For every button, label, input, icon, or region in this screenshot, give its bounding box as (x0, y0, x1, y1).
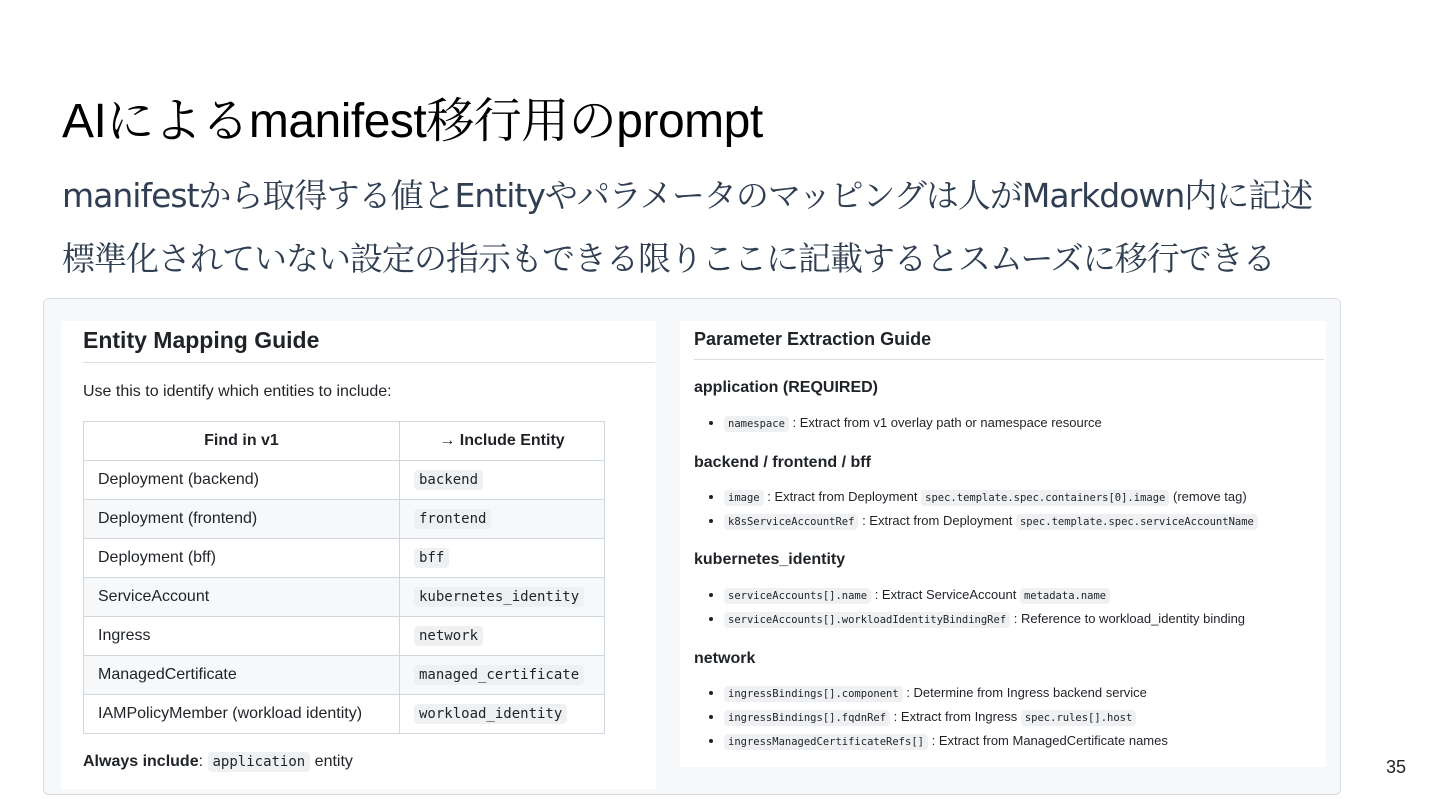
param-desc: : Extract from Ingress (893, 709, 1018, 724)
find-cell: ManagedCertificate (84, 656, 400, 695)
entity-cell (400, 461, 605, 500)
entity-cell (400, 695, 605, 734)
find-cell: Deployment (backend) (84, 461, 400, 500)
list-item (724, 485, 1258, 509)
network-param-list (694, 681, 1168, 753)
entity-cell (400, 539, 605, 578)
find-cell: Ingress (84, 617, 400, 656)
entity-mapping-table (83, 421, 605, 734)
page-number: 35 (1385, 757, 1406, 777)
param-desc: : Extract from Deployment (767, 489, 918, 504)
param-desc: : Determine from Ingress backend service (906, 685, 1147, 700)
entity-code: workload_identity (414, 704, 567, 724)
param-guide-heading: Parameter Extraction Guide (694, 329, 1324, 360)
table-row (84, 617, 605, 656)
always-include-label: Always include (83, 753, 199, 770)
param-code: serviceAccounts[].workloadIdentityBindingRef (724, 612, 1010, 628)
param-code: namespace (724, 416, 789, 432)
table-row (84, 461, 605, 500)
param-desc: : Extract from v1 overlay path or namespace resource (792, 415, 1102, 430)
table-row (84, 578, 605, 617)
slide-title: AIによるmanifest移行用のprompt (62, 95, 763, 148)
param-desc: : Reference to workload_identity binding (1013, 611, 1246, 626)
entity-cell (400, 578, 605, 617)
entity-code: managed_certificate (414, 665, 584, 685)
section-title-backend-frontend-bff: backend / frontend / bff (694, 454, 871, 471)
slide-subtitle-1: manifestから取得する値とEntityやパラメータのマッピングは人がMarkdown内に記述 (62, 176, 1313, 215)
column-header-find: Find in v1 (84, 422, 400, 461)
always-include-colon: : (198, 753, 204, 770)
always-include-code: application (208, 752, 311, 772)
param-code: ingressManagedCertificateRefs[] (724, 734, 928, 750)
application-param-list (694, 411, 1102, 435)
param-desc: : Extract from ManagedCertificate names (931, 733, 1168, 748)
entity-cell (400, 617, 605, 656)
parameter-extraction-card (680, 321, 1326, 767)
param-code-secondary: spec.template.spec.containers[0].image (921, 490, 1169, 506)
find-cell: Deployment (frontend) (84, 500, 400, 539)
section-title-application: application (REQUIRED) (694, 379, 879, 396)
table-row (84, 656, 605, 695)
find-cell: ServiceAccount (84, 578, 400, 617)
param-code: ingressBindings[].fqdnRef (724, 710, 890, 726)
entity-mapping-card (61, 321, 656, 789)
param-code-secondary: spec.rules[].host (1021, 710, 1136, 726)
list-item (724, 705, 1168, 729)
find-cell: IAMPolicyMember (workload identity) (84, 695, 400, 734)
list-item (724, 509, 1258, 533)
param-desc: : Extract from Deployment (862, 513, 1013, 528)
table-row (84, 695, 605, 734)
list-item (724, 607, 1245, 631)
entity-code: frontend (414, 509, 491, 529)
entity-cell (400, 656, 605, 695)
kubernetes-identity-param-list (694, 583, 1245, 631)
list-item (724, 583, 1245, 607)
section-title-kubernetes-identity: kubernetes_identity (694, 551, 846, 568)
section-title-network: network (694, 650, 756, 667)
entity-code: bff (414, 548, 449, 568)
entity-code: backend (414, 470, 483, 490)
find-cell: Deployment (bff) (84, 539, 400, 578)
backend-param-list (694, 485, 1258, 533)
entity-cell (400, 500, 605, 539)
list-item (724, 681, 1168, 705)
table-row (84, 539, 605, 578)
param-code: serviceAccounts[].name (724, 588, 871, 604)
entity-guide-intro: Use this to identify which entities to include: (83, 383, 392, 400)
table-row (84, 500, 605, 539)
param-code-secondary: metadata.name (1020, 588, 1110, 604)
always-include-note (83, 753, 353, 771)
entity-code: network (414, 626, 483, 646)
param-code: image (724, 490, 764, 506)
always-include-suffix: entity (314, 753, 353, 770)
table-header-row (84, 422, 605, 461)
entity-guide-heading: Entity Mapping Guide (83, 327, 655, 363)
column-header-entity: → Include Entity (400, 422, 605, 461)
param-code: ingressBindings[].component (724, 686, 903, 702)
list-item (724, 411, 1102, 435)
screenshot-panel (43, 298, 1341, 795)
list-item (724, 729, 1168, 753)
param-desc-suffix: (remove tag) (1172, 489, 1247, 504)
param-code-secondary: spec.template.spec.serviceAccountName (1016, 514, 1258, 530)
entity-code: kubernetes_identity (414, 587, 584, 607)
param-code: k8sServiceAccountRef (724, 514, 858, 530)
slide-subtitle-2: 標準化されていない設定の指示もできる限りここに記載するとスムーズに移行できる (62, 239, 1275, 278)
param-desc: : Extract ServiceAccount (874, 587, 1017, 602)
